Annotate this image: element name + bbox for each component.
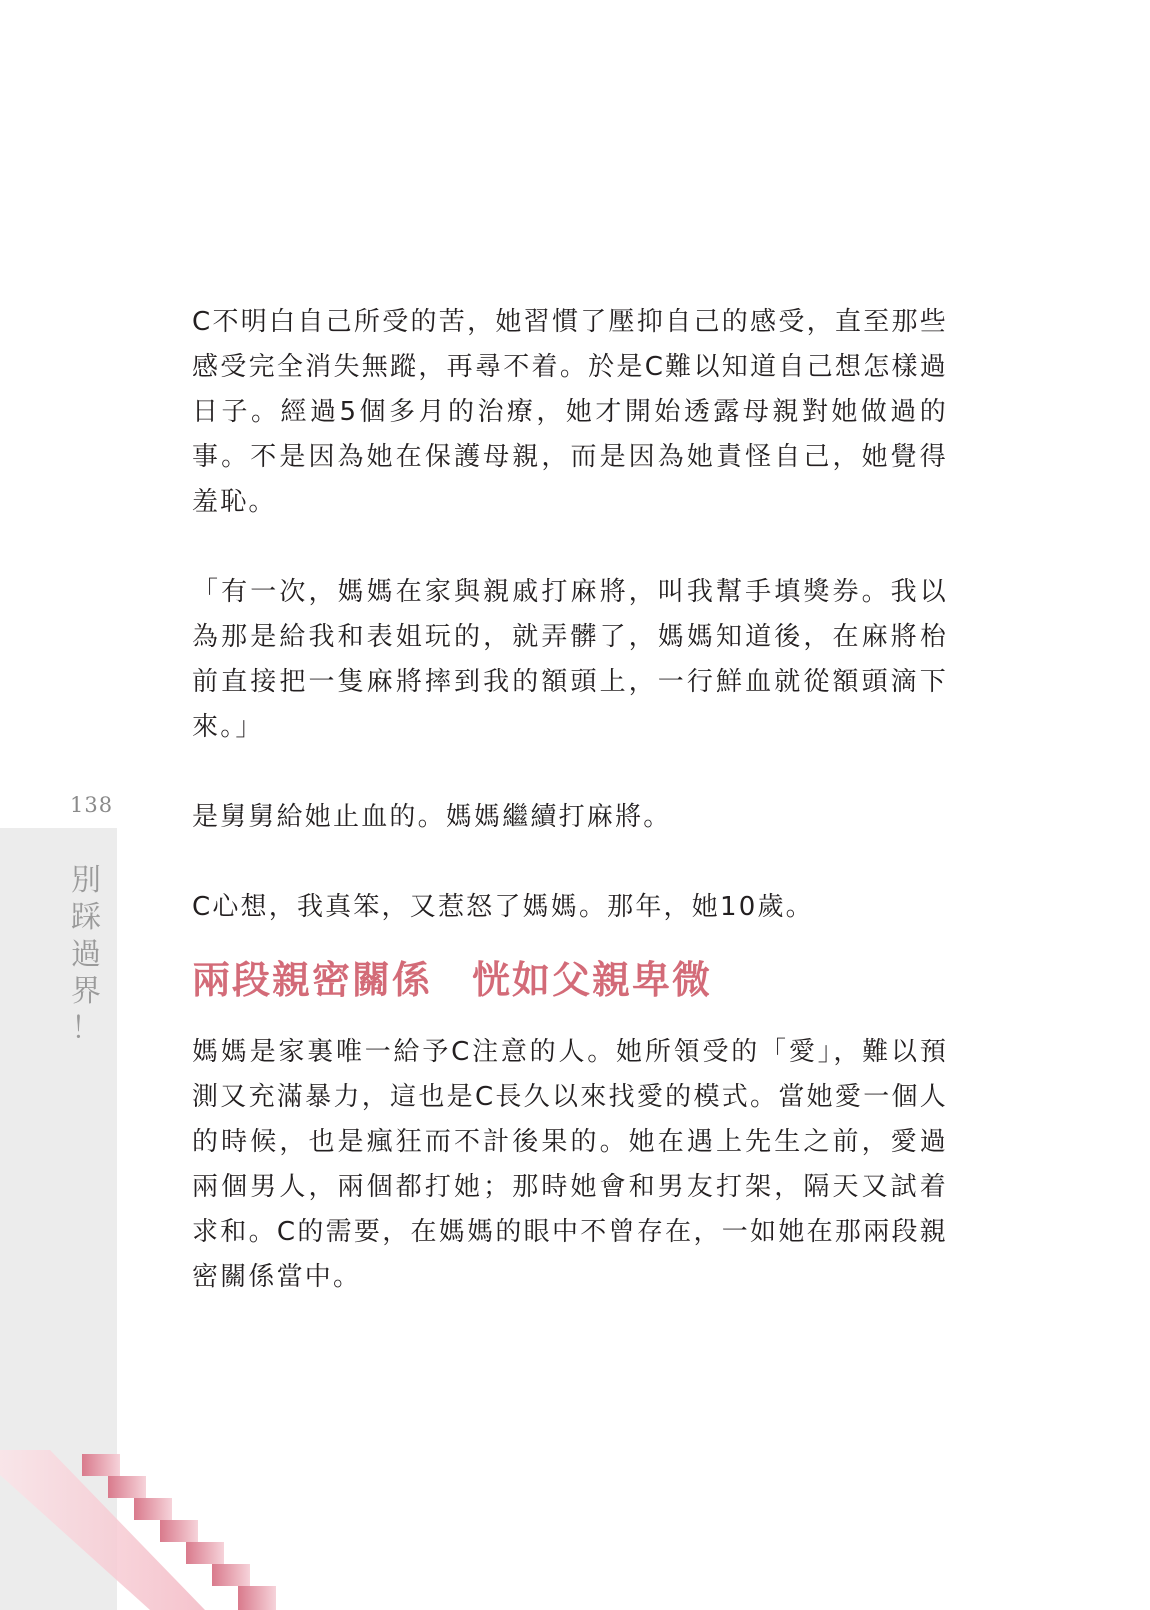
page-body [192,300,948,1300]
paragraph-gap [192,750,948,795]
book-title-char: 踩 [71,900,101,935]
stair-step [212,1564,250,1586]
stair-step [82,1454,120,1476]
paragraph-gap [192,840,948,885]
section-heading: 兩段親密關係 恍如父親卑微 [192,958,713,1002]
paragraph-4: C心想，我真笨，又惹怒了媽媽。那年，她10歲。 [192,892,814,922]
heading-gap [192,1010,948,1030]
stair-step [108,1476,146,1498]
book-title-char: 過 [71,937,101,972]
stair-step [160,1520,198,1542]
paragraph-gap [192,525,948,570]
paragraph-3: 是舅舅給她止血的。媽媽繼續打麻將。 [192,802,672,832]
book-title-char: 界 [71,974,101,1009]
running-book-title [68,862,104,1047]
book-title-char: ！ [71,1011,101,1046]
stair-step [186,1542,224,1564]
paragraph-2-quote: 「有一次，媽媽在家與親戚打麻將，叫我幫手填獎券。我以為那是給我和表姐玩的，就弄髒了，媽媽知道後，在麻將枱前直接把一隻麻將摔到我的額頭上，一行鮮血就從額頭滴下來。」 [192,577,948,742]
stair-step [134,1498,172,1520]
heading-gap [192,930,948,950]
decorative-stairs-graphic [0,1450,280,1610]
stair-step [238,1586,276,1610]
book-title-char: 別 [71,863,101,898]
page-number: 138 [70,793,114,817]
paragraph-1: C不明白自己所受的苦，她習慣了壓抑自己的感受，直至那些感受完全消失無蹤，再尋不着。於是C難以知道自己想怎樣過日子。經過5個多月的治療，她才開始透露母親對她做過的事。不是因為她在保護母親，而是因為她責怪自己，她覺得羞恥。 [192,307,948,517]
paragraph-5: 媽媽是家裏唯一給予C注意的人。她所領受的「愛」，難以預測又充滿暴力，這也是C長久以來找愛的模式。當她愛一個人的時候，也是瘋狂而不計後果的。她在遇上先生之前，愛過兩個男人，兩個都打她；那時她會和男友打架，隔天又試着求和。C的需要，在媽媽的眼中不曾存在，一如她在那兩段親密關係當中。 [192,1037,948,1292]
